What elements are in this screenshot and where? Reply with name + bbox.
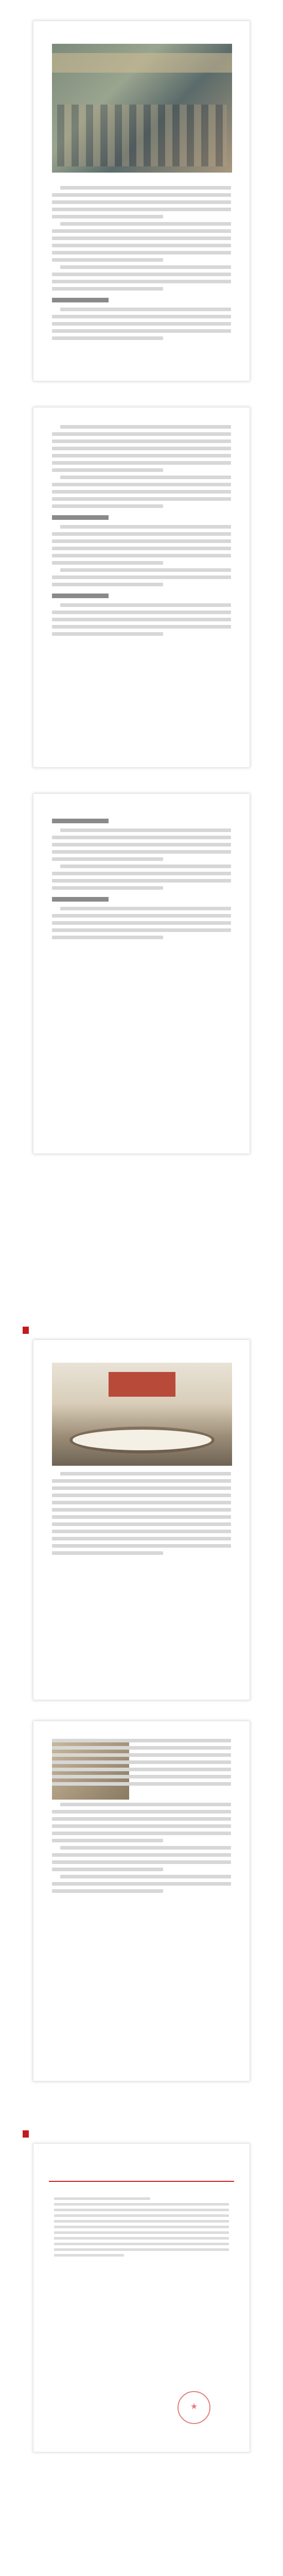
photo-crowd xyxy=(57,105,227,166)
article-page-3 xyxy=(33,793,250,1154)
article-body-2 xyxy=(52,425,231,636)
meeting-table xyxy=(73,1430,211,1450)
article-page-2 xyxy=(33,407,250,768)
meeting-screen xyxy=(109,1372,175,1397)
photo-banner xyxy=(52,53,232,73)
official-document-1 xyxy=(33,2143,250,2452)
section-tag xyxy=(23,1327,29,1334)
article-subhead xyxy=(52,298,109,302)
meeting-body-2 xyxy=(52,1739,231,1893)
meeting-page-1 xyxy=(33,1340,250,1700)
document-body xyxy=(33,2197,250,2257)
article-page-1 xyxy=(33,21,250,381)
section-tag xyxy=(23,2130,29,2138)
official-seal xyxy=(178,2391,210,2424)
document-subtitle xyxy=(33,2188,250,2194)
meeting-page-2 xyxy=(33,1721,250,2081)
article-photo xyxy=(52,44,232,173)
article-body-1 xyxy=(52,186,231,340)
article-body-3 xyxy=(52,819,231,939)
meeting-photo xyxy=(52,1363,232,1466)
red-rule xyxy=(49,2181,234,2182)
meeting-body xyxy=(52,1472,231,1555)
photo-caption xyxy=(52,178,231,186)
